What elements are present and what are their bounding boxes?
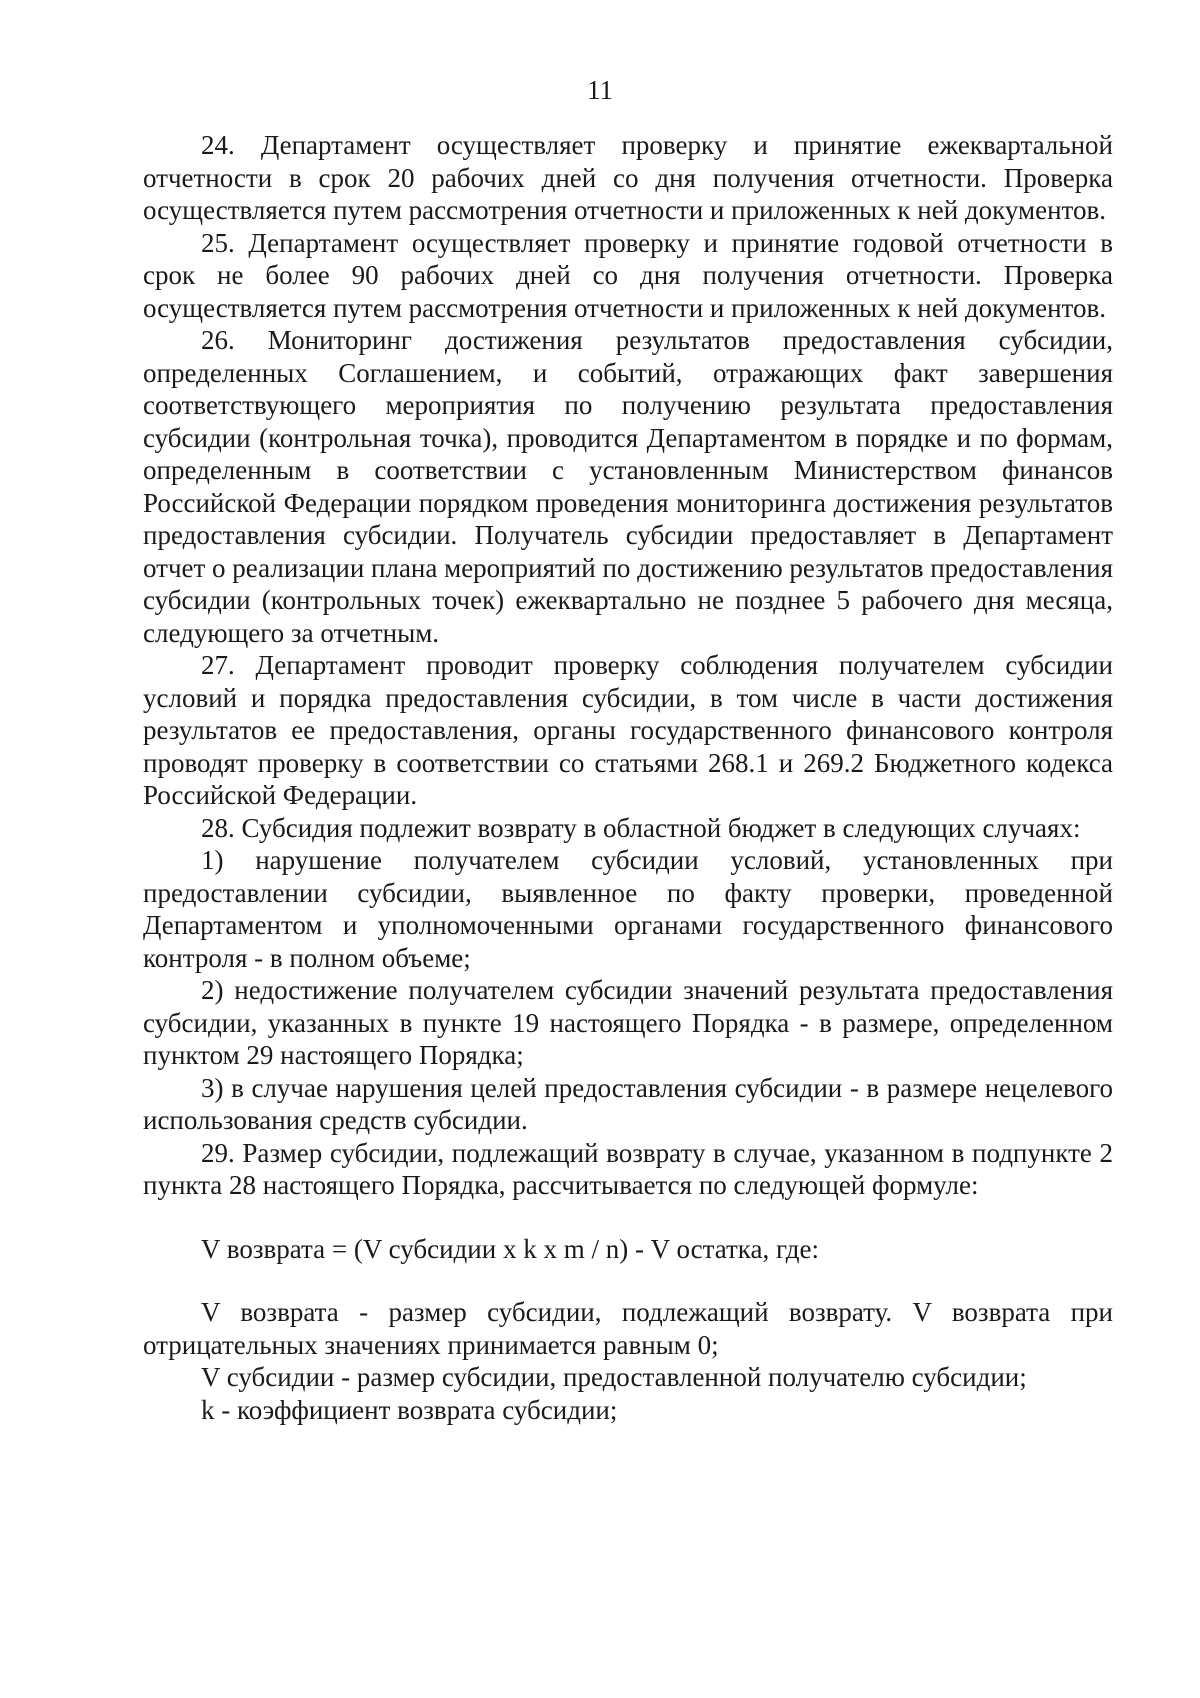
paragraph-24: 24. Департамент осуществляет проверку и принятие ежеквартальной отчетности в срок 20 рабочих дней со дня получения отчетности. Проверка осуществляется путем рассмотрения отчетности и приложенных к ней документов. [143, 130, 1113, 225]
subitem-28-2: 2) недостижение получателем субсидии значений результата предоставления субсидии, указанных в пункте 19 настоящего Порядка - в размере, определенном пунктом 29 настоящего Порядка; [143, 975, 1113, 1070]
spacer [143, 1265, 1113, 1296]
spacer [143, 1202, 1113, 1233]
formula: V возврата = (V субсидии x k x m / n) - V остатка, где: [201, 1233, 819, 1264]
definition-v-subsidy: V субсидии - размер субсидии, предоставленной получателю субсидии; [201, 1362, 1027, 1392]
paragraph-29: 29. Размер субсидии, подлежащий возврату в случае, указанном в подпункте 2 пункта 28 настоящего Порядка, рассчитывается по следующей формуле: [143, 1137, 1113, 1200]
paragraph-27: 27. Департамент проводит проверку соблюдения получателем субсидии условий и порядка предоставления субсидии, в том числе в части достижения результатов ее предоставления, органы государственного финансового контроля проводят проверку в соответствии со статьями 268.1 и 269.2 Бюджетного кодекса Российской Федерации. [143, 650, 1113, 810]
paragraph-28: 28. Субсидия подлежит возврату в областной бюджет в следующих случаях: [201, 812, 1081, 843]
subitem-28-3: 3) в случае нарушения целей предоставления субсидии - в размере нецелевого использования средств субсидии. [143, 1072, 1113, 1135]
definition-k: k - коэффициент возврата субсидии; [201, 1394, 618, 1425]
paragraph-25: 25. Департамент осуществляет проверку и принятие годовой отчетности в срок не более 90 рабочих дней со дня получения отчетности. Проверка осуществляется путем рассмотрения отчетности и приложенных к ней документов. [143, 227, 1113, 323]
page-number: 11 [587, 75, 613, 105]
subitem-28-1: 1) нарушение получателем субсидии условий, установленных при предоставлении субсидии, выявленное по факту проверки, проведенной Департаментом и уполномоченными органами государственного финансового контроля - в полном объеме; [143, 845, 1113, 973]
paragraph-26: 26. Мониторинг достижения результатов предоставления субсидии, определенных Соглашением, и событий, отражающих факт завершения соответствующего мероприятия по получению результата предоставления субсидии (контрольная точка), проводится Департаментом в порядке и по формам, определенным в соответствии с установленным Министерством финансов Российской Федерации порядком проведения мониторинга достижения результатов предоставления субсидии. Получатель субсидии предоставляет в Департамент отчет о реализации плана мероприятий по достижению результатов предоставления субсидии (контрольных точек) ежеквартально не позднее 5 рабочего дня месяца, следующего за отчетным. [143, 325, 1113, 648]
definition-v-return: V возврата - размер субсидии, подлежащий возврату. V возврата при отрицательных значениях принимается равным 0; [143, 1297, 1113, 1360]
document-body [143, 129, 1113, 1426]
